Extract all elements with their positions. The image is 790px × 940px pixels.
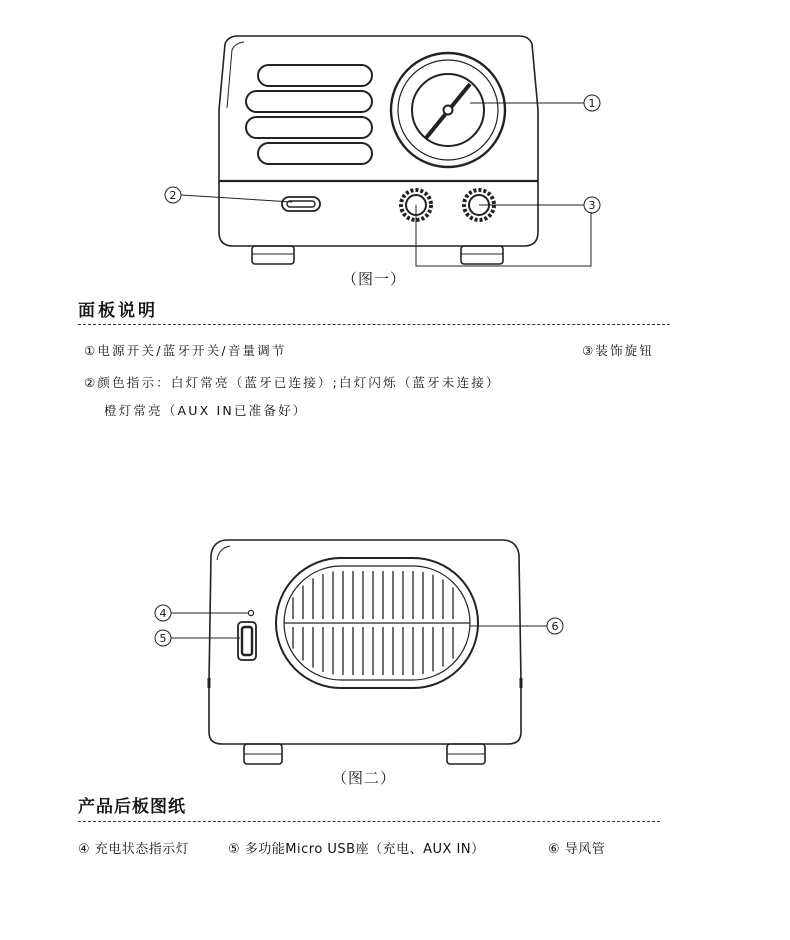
figure1-caption: （图一） — [342, 270, 407, 288]
callout-2: 2 — [169, 189, 177, 202]
callout-1: 1 — [588, 97, 596, 110]
back-item-6: ⑥ 导风管 — [548, 842, 606, 857]
back-divider — [78, 821, 660, 822]
panel-line1-left: ①电源开关/蓝牙开关/音量调节 — [84, 343, 287, 358]
back-heading: 产品后板图纸 — [78, 797, 186, 817]
panel-line3: 橙灯常亮（AUX IN已准备好） — [104, 403, 308, 418]
panel-heading: 面板说明 — [78, 301, 158, 321]
panel-line2: ②颜色指示：白灯常亮（蓝牙已连接）;白灯闪烁（蓝牙未连接） — [84, 375, 501, 390]
callout-6: 6 — [551, 620, 559, 633]
figure2-caption: （图二） — [332, 769, 397, 787]
led-indicator — [248, 610, 253, 615]
panel-line1-right: ③装饰旋钮 — [582, 343, 655, 358]
callout-4: 4 — [159, 607, 167, 620]
callout-5: 5 — [159, 632, 167, 645]
callout-3: 3 — [588, 199, 596, 212]
back-item-5: ⑤ 多功能Micro USB座（充电、AUX IN） — [228, 842, 485, 857]
back-usb-port-inner — [242, 627, 252, 655]
back-item-4: ④ 充电状态指示灯 — [78, 842, 190, 857]
